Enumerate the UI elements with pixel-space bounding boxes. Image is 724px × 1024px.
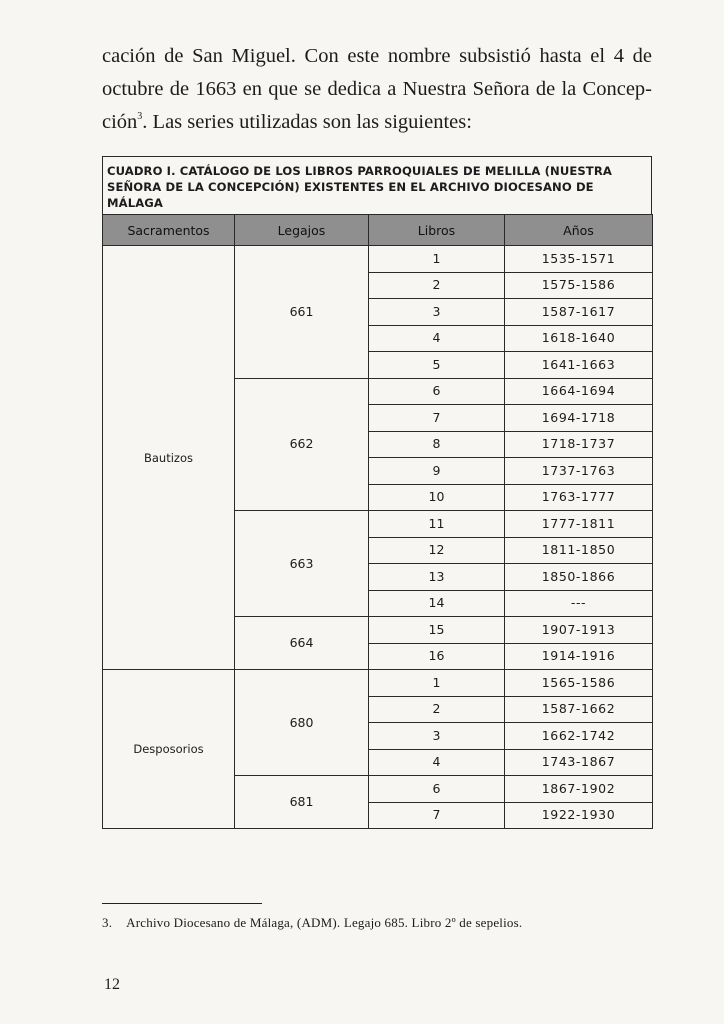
footnote-reference[interactable]: 3 [137, 111, 143, 122]
libro-cell: 2 [369, 272, 505, 299]
footnote-divider [102, 903, 262, 904]
anos-cell: 1867-1902 [505, 776, 653, 803]
legajo-cell: 664 [235, 617, 369, 670]
anos-cell: 1662-1742 [505, 723, 653, 750]
intro-paragraph [102, 40, 652, 139]
libro-cell: 12 [369, 537, 505, 564]
intro-line-rest: . Las series utilizadas son las siguientes: [142, 111, 472, 133]
anos-cell: 1587-1662 [505, 696, 653, 723]
anos-cell: 1922-1930 [505, 802, 653, 829]
anos-cell: 1587-1617 [505, 299, 653, 326]
intro-line: octubre de 1663 en que se dedica a Nuestra Señora de la Concep- [102, 78, 652, 100]
anos-cell: 1575-1586 [505, 272, 653, 299]
libro-cell: 14 [369, 590, 505, 617]
column-header-anos: Años [505, 215, 653, 246]
legajo-cell: 680 [235, 670, 369, 776]
libro-cell: 4 [369, 749, 505, 776]
anos-cell: 1535-1571 [505, 246, 653, 273]
footnote-text: Archivo Diocesano de Málaga, (ADM). Legajo 685. Libro 2º de sepelios. [126, 915, 523, 930]
table-caption: CUADRO I. CATÁLOGO DE LOS LIBROS PARROQUIALES DE MELILLA (NUESTRA SEÑORA DE LA CONCEPCIÓN) EXISTENTES EN EL ARCHIVO DIOCESANO DE MÁLAGA [102, 156, 652, 214]
catalog-table-block [102, 156, 652, 829]
anos-cell: 1565-1586 [505, 670, 653, 697]
anos-cell: --- [505, 590, 653, 617]
page-number: 12 [104, 976, 120, 993]
column-header-legajos: Legajos [235, 215, 369, 246]
legajo-cell: 661 [235, 246, 369, 379]
libro-cell: 9 [369, 458, 505, 485]
anos-cell: 1850-1866 [505, 564, 653, 591]
column-header-libros: Libros [369, 215, 505, 246]
table-row [103, 670, 653, 697]
column-header-sacramentos: Sacramentos [103, 215, 235, 246]
anos-cell: 1907-1913 [505, 617, 653, 644]
table-header-row [103, 215, 653, 246]
footnote [102, 915, 522, 931]
table-body [103, 246, 653, 829]
footnote-number: 3. [102, 915, 113, 930]
libro-cell: 5 [369, 352, 505, 379]
anos-cell: 1811-1850 [505, 537, 653, 564]
libro-cell: 1 [369, 246, 505, 273]
anos-cell: 1763-1777 [505, 484, 653, 511]
catalog-table [102, 214, 653, 829]
libro-cell: 2 [369, 696, 505, 723]
anos-cell: 1718-1737 [505, 431, 653, 458]
libro-cell: 16 [369, 643, 505, 670]
anos-cell: 1641-1663 [505, 352, 653, 379]
libro-cell: 8 [369, 431, 505, 458]
legajo-cell: 663 [235, 511, 369, 617]
anos-cell: 1914-1916 [505, 643, 653, 670]
libro-cell: 6 [369, 776, 505, 803]
anos-cell: 1664-1694 [505, 378, 653, 405]
legajo-cell: 681 [235, 776, 369, 829]
sacramento-cell: Bautizos [103, 246, 235, 670]
libro-cell: 7 [369, 405, 505, 432]
libro-cell: 3 [369, 723, 505, 750]
anos-cell: 1777-1811 [505, 511, 653, 538]
libro-cell: 10 [369, 484, 505, 511]
libro-cell: 6 [369, 378, 505, 405]
anos-cell: 1743-1867 [505, 749, 653, 776]
sacramento-cell: Desposorios [103, 670, 235, 829]
libro-cell: 3 [369, 299, 505, 326]
intro-line-text: ción [102, 111, 138, 133]
legajo-cell: 662 [235, 378, 369, 511]
intro-line [102, 106, 652, 139]
libro-cell: 15 [369, 617, 505, 644]
libro-cell: 11 [369, 511, 505, 538]
libro-cell: 1 [369, 670, 505, 697]
table-row [103, 246, 653, 273]
libro-cell: 7 [369, 802, 505, 829]
anos-cell: 1618-1640 [505, 325, 653, 352]
libro-cell: 13 [369, 564, 505, 591]
anos-cell: 1694-1718 [505, 405, 653, 432]
libro-cell: 4 [369, 325, 505, 352]
intro-line: cación de San Miguel. Con este nombre subsistió hasta el 4 de [102, 45, 652, 67]
anos-cell: 1737-1763 [505, 458, 653, 485]
